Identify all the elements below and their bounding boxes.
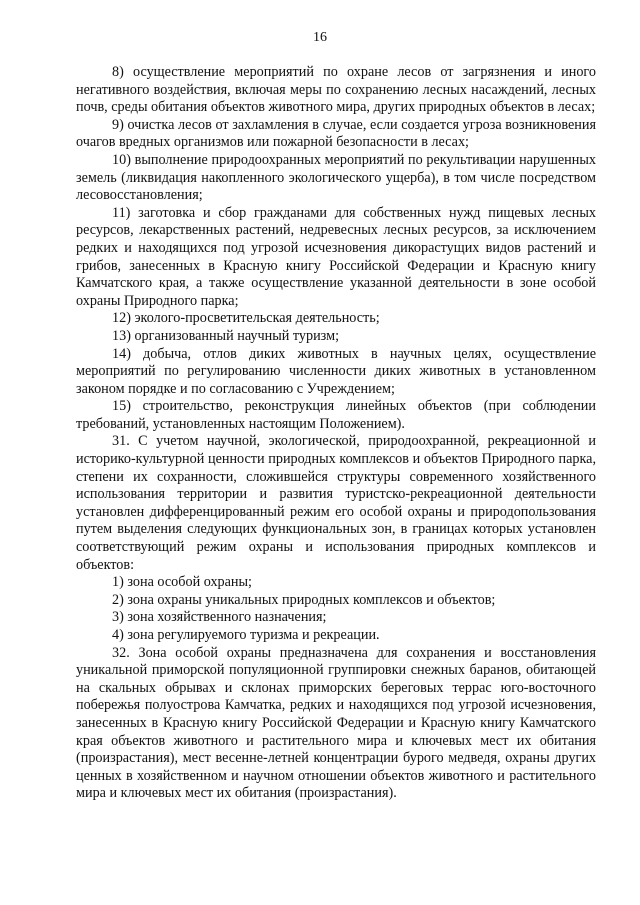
paragraph-item-15: 15) строительство, реконструкция линейных объектов (при соблюдении требований, установленных настоящим Положением). [76, 398, 596, 432]
paragraph-section-32: 32. Зона особой охраны предназначена для сохранения и восстановления уникальной приморской популяционной группировки снежных баранов, обитающей на скальных обрывах и склонах приморских береговых террас юго-восточного побережья полуострова Камчатка, редких и находящихся под угрозой исчезновения, занесенных в Красную книгу Российской Федерации и Красную книгу Камчатского края объектов животного и растительного мира и ключевых мест их обитания (произрастания), мест весенне-летней концентрации бурого медведя, охраны других ценных в хозяйственном и научном отношении объектов животного и растительного мира и ключевых мест их обитания (произрастания). [76, 644, 596, 802]
zone-list-item-1: 1) зона особой охраны; [112, 574, 252, 591]
paragraph-item-9: 9) очистка лесов от захламления в случае, если создается угроза возникновения очагов вредных организмов или пожарной безопасности в лесах; [76, 116, 596, 151]
zone-list-item-3: 3) зона хозяйственного назначения; [112, 609, 327, 626]
page-number: 16 [313, 30, 327, 45]
zone-list-item-4: 4) зона регулируемого туризма и рекреации. [112, 627, 380, 643]
zone-list-item-2: 2) зона охраны уникальных природных комплексов и объектов; [112, 591, 496, 608]
paragraph-section-31: 31. С учетом научной, экологической, природоохранной, рекреационной и историко-культурной ценности природных комплексов и объектов Природного парка, степени их сохранности, сложившейся структуры современного хозяйственного использования территории и развития туристско-рекреационной деятельности установлен дифференцированный режим его особой охраны и природопользования путем выделения следующих функциональных зон, в границах которых установлен соответствующий режим охраны и использования природных комплексов и объектов: [76, 433, 596, 573]
paragraph-item-12: 12) эколого-просветительская деятельность; [112, 310, 380, 327]
paragraph-item-14: 14) добыча, отлов диких животных в научных целях, осуществление мероприятий по регулированию численности диких животных в установленном законом порядке и по согласованию с Учреждением; [76, 345, 596, 397]
paragraph-item-10: 10) выполнение природоохранных мероприятий по рекультивации нарушенных земель (ликвидация накопленного экологического ущерба), в том числе посредством лесовосстановления; [76, 151, 596, 204]
paragraph-item-8: 8) осуществление мероприятий по охране лесов от загрязнения и иного негативного воздействия, включая меры по сохранению лесных насаждений, лесных почв, среды обитания объектов животного мира, других природных объектов в лесах; [76, 64, 596, 116]
document-body [76, 64, 596, 803]
paragraph-item-11: 11) заготовка и сбор гражданами для собственных нужд пищевых лесных ресурсов, лекарственных растений, недревесных лесных ресурсов, за исключением редких и находящихся под угрозой исчезновения дикорастущих видов растений и грибов, занесенных в Красную книгу Российской Федерации и Красную книгу Камчатского края, а также осуществление указанной деятельности в зоне особой охраны Природного парка; [76, 204, 596, 309]
paragraph-item-13: 13) организованный научный туризм; [112, 327, 340, 344]
